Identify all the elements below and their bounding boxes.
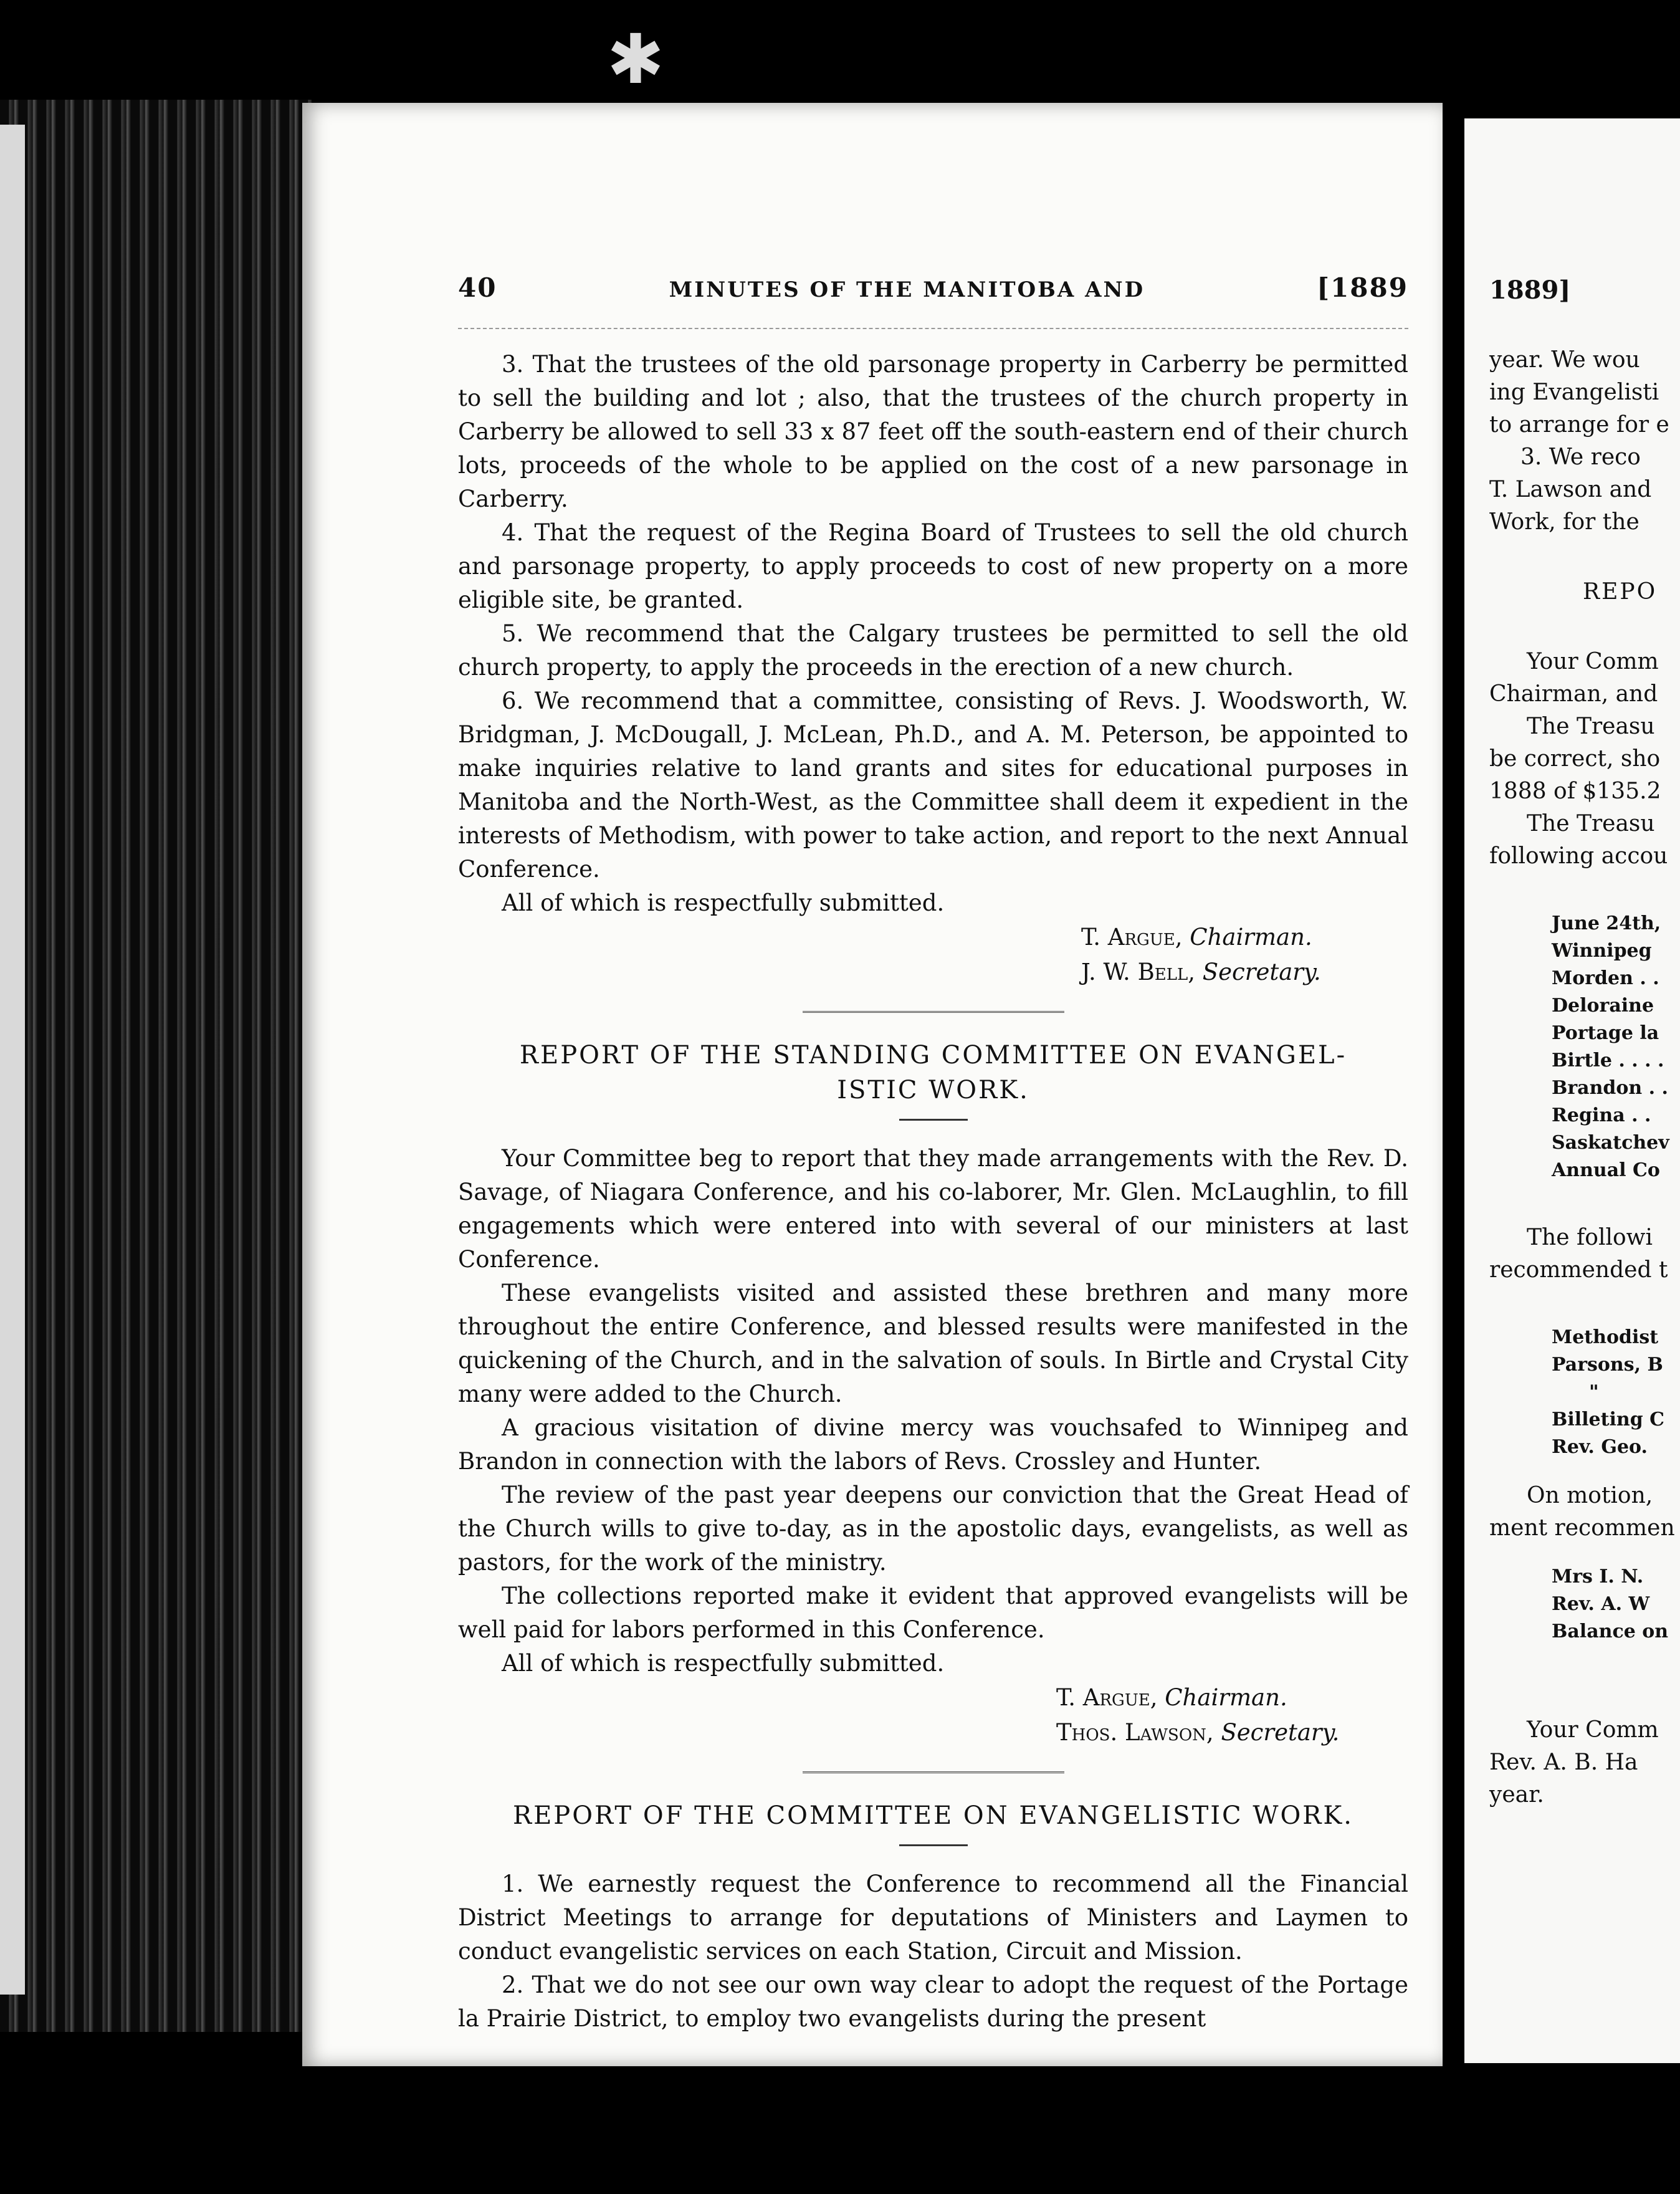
heading-rule xyxy=(899,1844,968,1846)
signature-block-1 xyxy=(1081,920,1408,990)
section-divider xyxy=(803,1011,1064,1013)
list-line: " xyxy=(1589,1381,1599,1403)
list-line: Mrs I. N. xyxy=(1552,1566,1644,1588)
text-line: The followi xyxy=(1527,1225,1653,1250)
left-page xyxy=(302,103,1443,2066)
signatory-name: J. W. Bell, xyxy=(1081,959,1196,985)
section-heading-line-1: REPORT OF THE STANDING COMMITTEE ON EVANGEL- xyxy=(519,1041,1347,1070)
right-page-heading: REPO xyxy=(1583,579,1658,605)
text-line: Rev. A. B. Ha xyxy=(1489,1750,1638,1775)
signatory-name: T. Argue, xyxy=(1056,1684,1158,1711)
account-line: Regina . . xyxy=(1552,1104,1651,1126)
text-line: following accou xyxy=(1489,843,1668,869)
list-line: Rev. A. W xyxy=(1552,1593,1650,1615)
signatory-role: Secretary. xyxy=(1221,1719,1340,1746)
closing-line: All of which is respectfully submitted. xyxy=(502,889,945,916)
list-line: Parsons, B xyxy=(1552,1354,1663,1376)
text-line: Work, for the xyxy=(1489,509,1639,535)
paragraph: These evangelists visited and assisted these brethren and many more throughout the entire Conference, and blessed results were manifested in the quickening of the Church, and in the salvation of souls. In Birtle and Crystal City many were added to the Church. xyxy=(458,1280,1408,1407)
text-line: On motion, xyxy=(1527,1483,1653,1508)
running-year: [1889 xyxy=(1317,272,1408,303)
list-line: Billeting C xyxy=(1552,1409,1664,1430)
signatory-role: Secretary. xyxy=(1202,959,1321,985)
section-heading-line-2: ISTIC WORK. xyxy=(837,1076,1029,1104)
list-line: Methodist xyxy=(1552,1326,1659,1348)
text-line: year. xyxy=(1489,1782,1544,1808)
account-line: Saskatchev xyxy=(1552,1132,1669,1154)
text-line: The Treasu xyxy=(1527,811,1655,836)
text-line: to arrange for e xyxy=(1489,412,1669,438)
account-line: Annual Co xyxy=(1552,1159,1660,1181)
paragraph: A gracious visitation of divine mercy was vouchsafed to Winnipeg and Brandon in connection with the labors of Revs. Crossley and Hunter. xyxy=(458,1414,1408,1475)
account-line: Morden . . xyxy=(1552,967,1659,989)
account-list xyxy=(1489,910,1680,1184)
paragraph: 3. That the trustees of the old parsonage property in Carberry be permitted to sell the building and lot ; also, that the trustees of the church property in Carberry be allowed to sell 33 x 87 feet off the south-eastern end of their church lots, proceeds of the whole to be applied on the cost of a new parsonage in Carberry. xyxy=(458,351,1408,512)
paragraph: 6. We recommend that a committee, consisting of Revs. J. Woodsworth, W. Bridgman, J. McDougall, J. McLean, Ph.D., and A. M. Peterson, be appointed to make inquiries relative to land grants and sites for educational purposes in Manitoba and the North-West, as the Committee shall deem it expedient in the interests of Methodism, with power to take action, and report to the next Annual Conference. xyxy=(458,687,1408,883)
account-line: Portage la xyxy=(1552,1022,1659,1044)
running-head xyxy=(458,271,1408,307)
paragraph: Your Committee beg to report that they made arrangements with the Rev. D. Savage, of Niagara Conference, and his co-laborer, Mr. Glen. McLaughlin, to fill engagements which were entered into with several of our ministers at last Conference. xyxy=(458,1145,1408,1273)
account-line: Deloraine xyxy=(1552,995,1654,1017)
paragraph: 5. We recommend that the Calgary trustees be permitted to sell the old church property, to apply the proceeds in the erection of a new church. xyxy=(458,620,1408,681)
list-line: Balance on xyxy=(1552,1621,1669,1642)
closing-line: All of which is respectfully submitted. xyxy=(502,1650,945,1677)
payment-list xyxy=(1489,1563,1680,1646)
paragraph: 2. That we do not see our own way clear to adopt the request of the Portage la Prairie District, to employ two evangelists during the present xyxy=(458,1971,1408,2032)
section-heading: REPORT OF THE COMMITTEE ON EVANGELISTIC WORK. xyxy=(512,1801,1353,1830)
header-rule xyxy=(458,328,1408,329)
signatory-name: T. Argue, xyxy=(1081,924,1183,951)
paragraph: The collections reported make it evident that approved evangelists will be well paid for labors performed in this Conference. xyxy=(458,1583,1408,1643)
list-line: Rev. Geo. xyxy=(1552,1436,1648,1458)
right-page-year: 1889] xyxy=(1489,275,1571,305)
text-line: be correct, sho xyxy=(1489,746,1661,772)
text-line: Your Comm xyxy=(1527,649,1659,674)
right-facing-page xyxy=(1464,118,1680,2063)
text-line: The Treasu xyxy=(1527,714,1655,739)
heading-rule xyxy=(899,1119,968,1121)
running-title: MINUTES OF THE MANITOBA AND xyxy=(669,277,1145,302)
account-line: Winnipeg xyxy=(1552,940,1652,962)
paragraph: 4. That the request of the Regina Board of Trustees to sell the old church and parsonage property, to apply proceeds to cost of new property on a more eligible site, be granted. xyxy=(458,519,1408,613)
outer-page-edge xyxy=(0,125,25,1995)
book-spine-edge xyxy=(0,100,312,2032)
page-content xyxy=(458,271,1408,2036)
signatory-name: Thos. Lawson, xyxy=(1056,1719,1214,1746)
text-line: 1888 of $135.2 xyxy=(1489,778,1661,804)
text-line: ing Evangelisti xyxy=(1489,380,1659,405)
paragraph: The review of the past year deepens our conviction that the Great Head of the Church wills to give to-day, as in the apostolic days, evangelists, as well as pastors, for the work of the ministry. xyxy=(458,1482,1408,1576)
account-line: Birtle . . . . xyxy=(1552,1050,1664,1071)
right-page-text xyxy=(1489,274,1680,1811)
signatory-role: Chairman. xyxy=(1190,924,1312,951)
paper-fiber-mark: ✱ xyxy=(606,19,665,99)
text-line: year. We wou xyxy=(1489,347,1640,373)
account-line: June 24th, xyxy=(1552,913,1661,934)
text-line: Chairman, and xyxy=(1489,681,1658,707)
signature-block-2 xyxy=(1056,1680,1408,1750)
text-line: Your Comm xyxy=(1527,1717,1659,1743)
paragraph: 1. We earnestly request the Conference to recommend all the Financial District Meetings to arrange for deputations of Ministers and Laymen to conduct evangelistic services on each Station, Circuit and Mission. xyxy=(458,1871,1408,1965)
text-line: ment recommen xyxy=(1489,1515,1675,1541)
text-line: 3. We reco xyxy=(1520,444,1641,470)
section-divider xyxy=(803,1771,1064,1773)
account-line: Brandon . . xyxy=(1552,1077,1668,1099)
recommendation-list xyxy=(1489,1324,1680,1461)
text-line: T. Lawson and xyxy=(1489,477,1652,502)
page-number: 40 xyxy=(458,272,497,303)
text-line: recommended t xyxy=(1489,1257,1668,1283)
signatory-role: Chairman. xyxy=(1165,1684,1287,1711)
